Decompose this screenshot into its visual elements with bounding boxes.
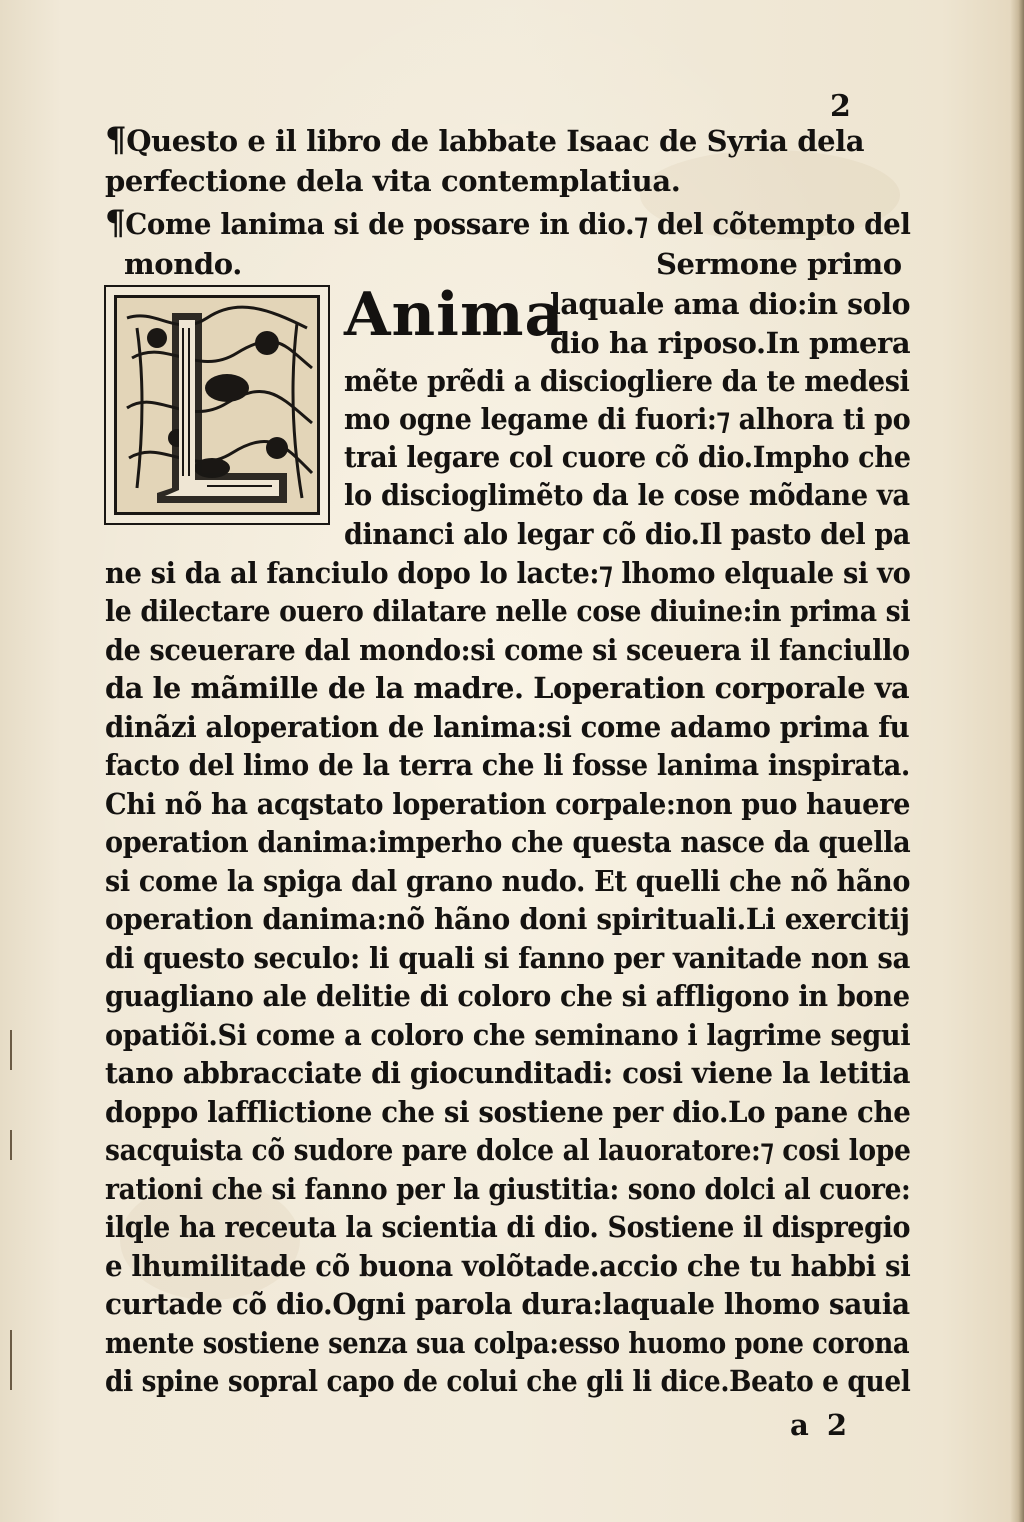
margin-mark [10,1330,12,1390]
text-line: mente sostiene senza sua colpa:esso huomo pone corona [105,1326,910,1360]
text-line: sacquista cõ sudore pare dolce al lauoratore:⁊ cosi lope [105,1133,911,1167]
text-line: rationi che si fanno per la giustitia: sono dolci al cuore: [105,1172,911,1206]
text-line: mẽte prẽdi a disciogliere da te medesi [344,364,910,398]
text-line: facto del limo de la terra che li fosse lanima inspirata. [105,748,911,782]
text-line: opatiõi.Si come a coloro che seminano i lagrime segui [105,1018,911,1052]
heading-line: mondo. [124,247,242,281]
text-line: ilqle ha receuta la scientia di dio. Sostiene il dispregio [105,1210,911,1244]
initial-word: Anima [344,280,565,350]
text-line: di spine sopral capo de colui che gli li dice.Beato e quel [105,1364,911,1398]
text-line: guagliano ale delitie di coloro che si affligono in bone [105,979,910,1013]
text-line: dinãzi aloperation de lanima:si come adamo prima fu [105,710,910,744]
title-line: perfectione dela vita contemplatiua. [105,164,681,198]
text-line: ne si da al fanciulo dopo lo lacte:⁊ lhomo elquale si vo [105,556,911,590]
text-line: tano abbracciate di giocunditadi: cosi viene la letitia [105,1056,911,1090]
text-line: le dilectare ouero dilatare nelle cose diuine:in prima si [105,594,911,628]
margin-mark [10,1030,12,1070]
title-line: ¶Questo e il libro de labbate Isaac de Syria dela [105,120,865,160]
text-line: curtade cõ dio.Ogni parola dura:laquale lhomo sauia [105,1287,910,1321]
text-line: Chi nõ ha acqstato loperation corpale:non puo hauere [105,787,911,821]
text-line: e lhumilitade cõ buona volõtade.accio che tu habbi si [105,1249,911,1283]
signature-mark: a 2 [790,1408,852,1442]
pilcrow-icon: ¶ [105,120,127,160]
text-line: dinanci alo legar cõ dio.Il pasto del pa [344,517,911,551]
text-line: laquale ama dio:in solo [550,287,911,321]
decorated-initial-l-icon [117,298,320,515]
page-edge-shadow [1010,0,1024,1522]
text-line: lo discioglimẽto da le cose mõdane va [344,478,910,512]
text-line: dio ha riposo.In pmera [550,326,911,360]
pilcrow-icon: ¶ [105,203,126,243]
woodcut-initial [104,285,330,525]
text-line: si come la spiga dal grano nudo. Et quelli che nõ hãno [105,864,911,898]
text-line: operation danima:nõ hãno doni spirituali.Li exercitij [105,902,910,936]
text-line: trai legare col cuore cõ dio.Impho che [344,440,911,474]
heading-line: ¶Come lanima si de possare in dio.⁊ del cõtempto del [105,203,911,243]
margin-mark [10,1130,12,1160]
text-line: di questo seculo: li quali si fanno per vanitade non sa [105,941,910,975]
text-line: de sceuerare dal mondo:si come si sceuera il fanciullo [105,633,910,667]
text-line: mo ogne legame di fuori:⁊ alhora ti po [344,402,911,436]
sermon-label: Sermone primo [656,247,902,281]
woodcut-frame [114,295,320,515]
text-line: operation danima:imperho che questa nasce da quella [105,825,911,859]
folio-number: 2 [830,89,851,124]
text-line: doppo lafflictione che si sostiene per dio.Lo pane che [105,1095,911,1129]
text-line: da le mãmille de la madre. Loperation corporale va [105,671,910,705]
